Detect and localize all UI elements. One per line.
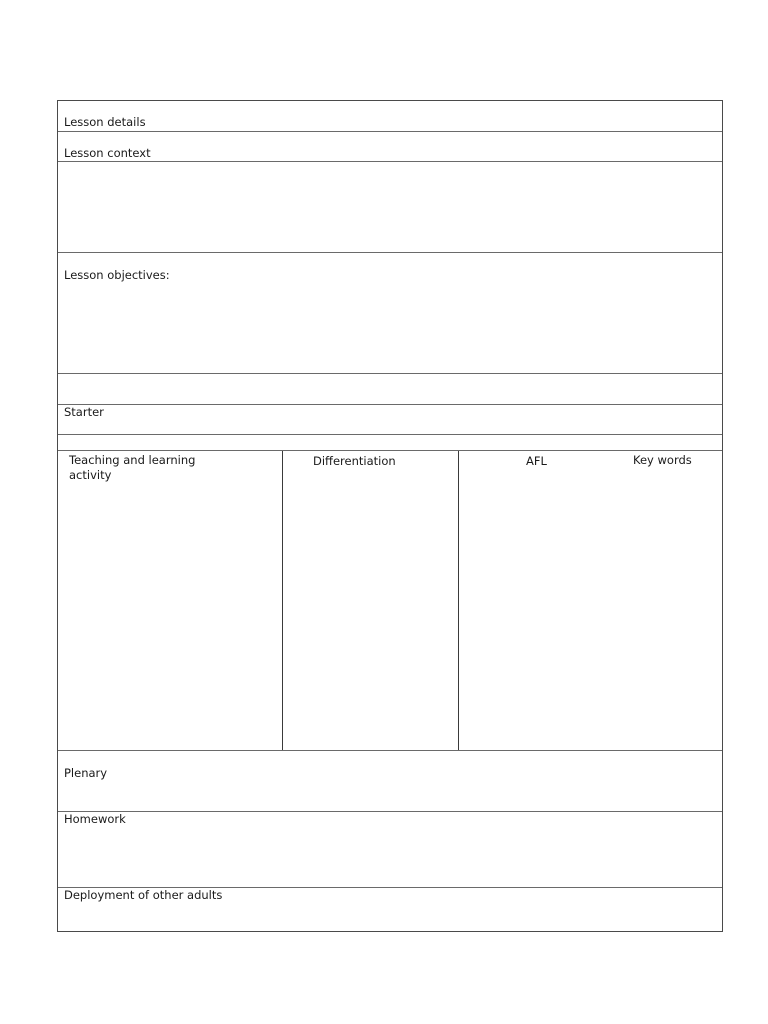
lesson-context-label: Lesson context <box>64 146 151 160</box>
homework-row[interactable] <box>58 812 722 888</box>
column-divider <box>282 451 283 750</box>
plenary-label: Plenary <box>64 766 108 780</box>
blank-row-2[interactable] <box>58 435 722 451</box>
deployment-label: Deployment of other adults <box>64 888 223 902</box>
lesson-plan-form <box>57 100 723 932</box>
lesson-objectives-label: Lesson objectives: <box>64 268 170 282</box>
homework-label: Homework <box>64 812 126 826</box>
afl-header[interactable]: AFL <box>526 454 547 468</box>
teaching-learning-line1: Teaching and learning <box>69 453 196 467</box>
lesson-objectives-row[interactable] <box>58 253 722 374</box>
key-words-header[interactable]: Key words <box>633 453 692 467</box>
deployment-row[interactable] <box>58 888 722 931</box>
lesson-details-label: Lesson details <box>64 115 146 129</box>
lesson-context-area[interactable] <box>58 162 722 253</box>
teaching-learning-activity-header[interactable] <box>69 453 195 483</box>
blank-row-1[interactable] <box>58 374 722 405</box>
differentiation-header[interactable]: Differentiation <box>313 454 396 468</box>
plenary-row[interactable] <box>58 751 722 812</box>
lesson-context-row[interactable] <box>58 132 722 162</box>
teaching-learning-line2: activity <box>69 468 112 482</box>
lesson-details-row[interactable] <box>58 101 722 132</box>
starter-label: Starter <box>64 405 104 419</box>
column-divider <box>458 451 459 750</box>
starter-row[interactable] <box>58 405 722 435</box>
activity-table <box>58 451 722 751</box>
